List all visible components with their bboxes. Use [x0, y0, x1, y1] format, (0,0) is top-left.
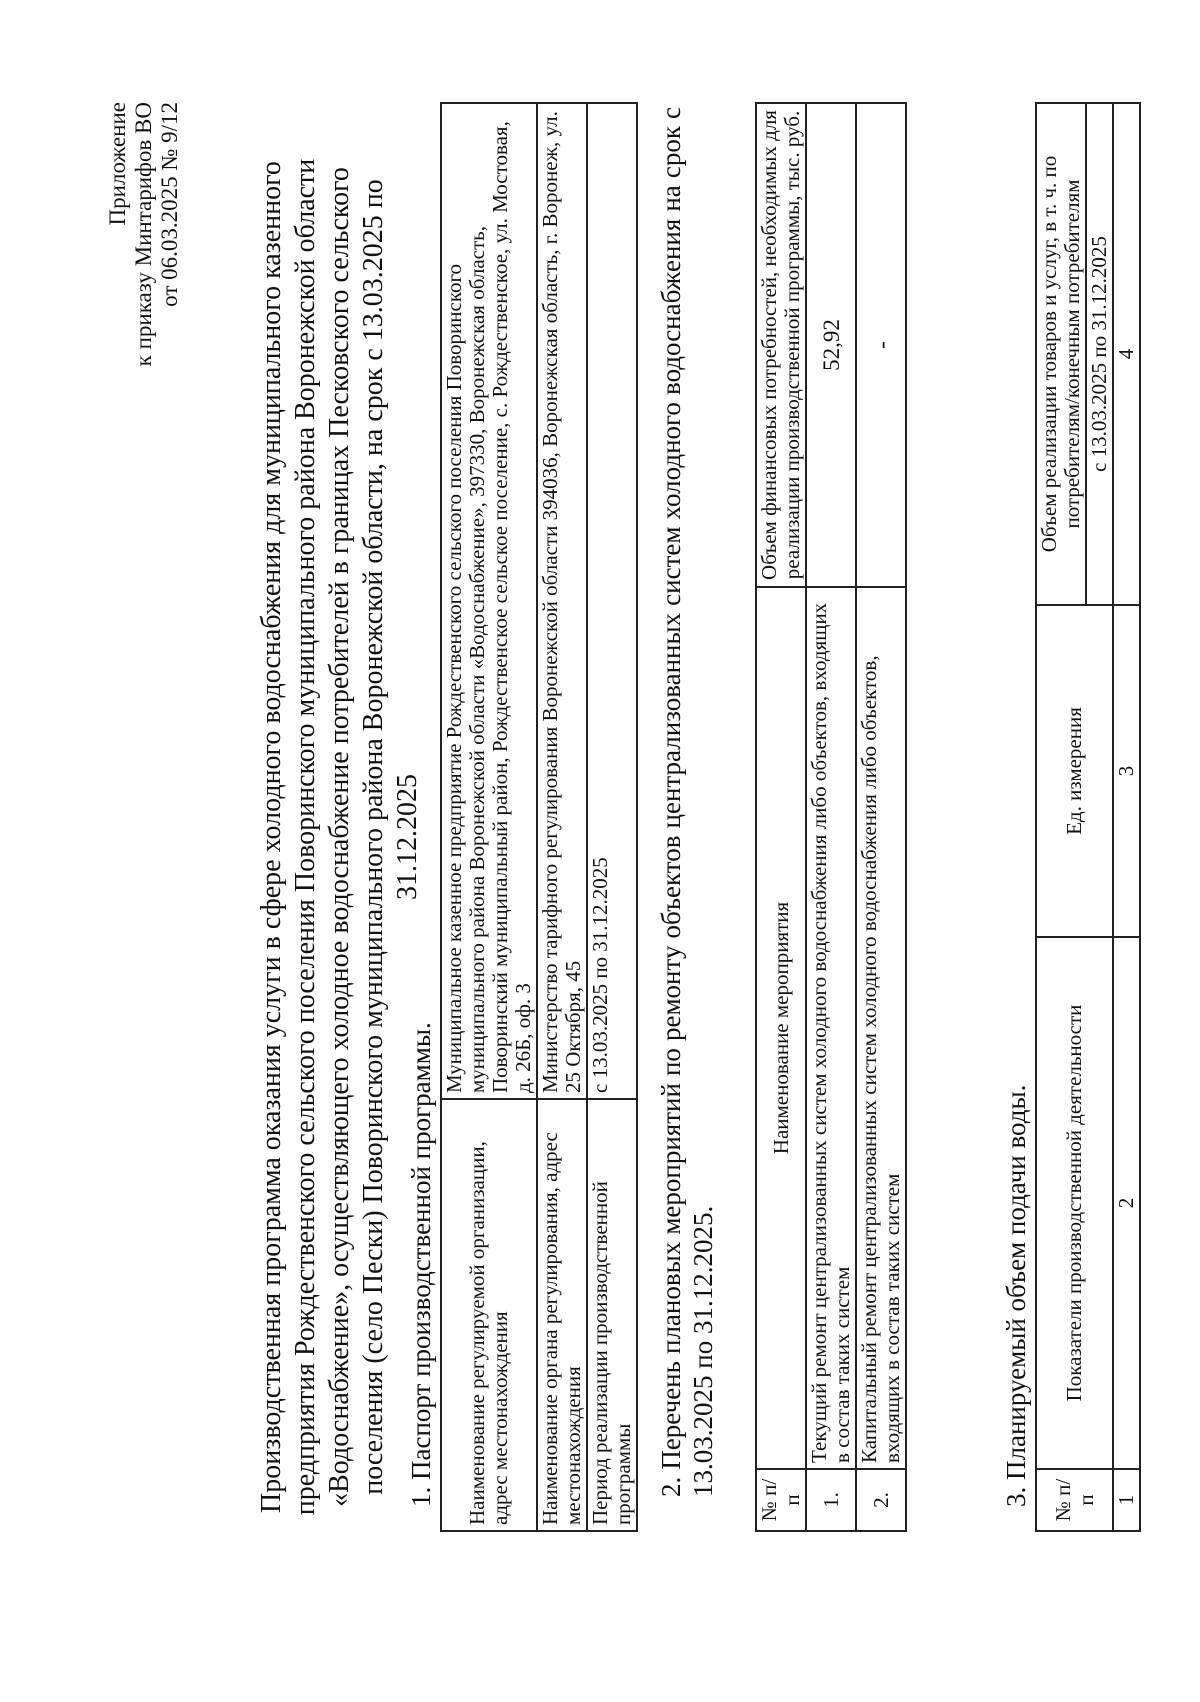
header-volume: Объем реализации товаров и услуг, в т. ч. по потребителям/конечным потребителям [1036, 103, 1086, 605]
passport-label: Наименование регулируемой организации, адрес местонахождения [441, 1099, 537, 1531]
header-num: № п/п [756, 1469, 806, 1531]
header-indicator: Показатели производственной деятельности [1036, 937, 1113, 1469]
document-title: Производственная программа оказания услуги в сфере холодного водоснабжения для муниципального казенного предприятия Рождественского сельского поселения Поворинского муниципального района Воронежской области «Водоснабжение», осуществляющего холодное водоснабжение потребителей в границах Песковского сельского поселения (село Пески) Поворинского муниципального района Воронежской области, на срок с 13.03.2025 по 31.12.2025 [256, 158, 423, 1516]
section2-heading: 2. Перечень плановых мероприятий по ремонту объектов централизованных систем холодного водоснабжения на срок с 13.03.2025 по 31.12.2025. [656, 107, 718, 1497]
header-name: Наименование мероприятия [756, 587, 806, 1469]
appendix-line-1: Приложение [105, 102, 130, 226]
table-header-row [756, 103, 806, 1531]
passport-label: Период реализации производственной программы [587, 1099, 637, 1531]
table-row [537, 103, 587, 1531]
row-name: Капитальный ремонт централизованных систем холодного водоснабжения либо объектов, входящих в состав таких систем [856, 587, 906, 1469]
passport-value: Муниципальное казенное предприятие Рождественского сельского поселения Поворинского муниципального района Воронежской области «Водоснабжение», 397330, Воронежская область, Поворинский муниципальный район, Рождественское сельское поселение, с. Рождественское, ул. Мостовая, д. 26Б, оф. 3 [441, 103, 537, 1099]
row-num: 2. [856, 1469, 906, 1531]
table-row [1113, 103, 1140, 1531]
table-row [806, 103, 856, 1531]
header-unit: Ед. измерения [1036, 605, 1113, 937]
header-period: с 13.03.2025 по 31.12.2025 [1086, 103, 1113, 605]
passport-table [440, 102, 638, 1532]
section3-heading: 3. Планируемый объем подачи воды. [1001, 1084, 1031, 1507]
row-num: 1. [806, 1469, 856, 1531]
table-row [587, 103, 637, 1531]
header-num: № п/п [1036, 1469, 1113, 1531]
table-row [441, 103, 537, 1531]
appendix-block [105, 102, 183, 452]
row-amount: 52,92 [806, 103, 856, 587]
table-row [856, 103, 906, 1531]
col-number: 1 [1113, 1469, 1140, 1531]
water-supply-table [1035, 102, 1141, 1532]
appendix-line-2: к приказу Минтарифов ВО [131, 102, 156, 367]
header-amount: Объем финансовых потребностей, необходимых для реализации производственной программы, тыс. руб. [756, 103, 806, 587]
col-number: 2 [1113, 937, 1140, 1469]
col-number: 4 [1113, 103, 1140, 605]
section1-heading: 1. Паспорт производственной программы. [406, 1022, 436, 1507]
passport-value: Министерство тарифного регулирования Воронежской области 394036, Воронежская область, г. Воронеж, ул. 25 Октября, 45 [537, 103, 587, 1099]
appendix-line-3: от 06.03.2025 № 9/12 [157, 102, 182, 307]
row-amount: - [856, 103, 906, 587]
row-name: Текущий ремонт централизованных систем холодного водоснабжения либо объектов, входящих в состав таких систем [806, 587, 856, 1469]
passport-value: с 13.03.2025 по 31.12.2025 [587, 103, 637, 1099]
table-header-row [1036, 103, 1086, 1531]
passport-label: Наименование органа регулирования, адрес местонахождения [537, 1099, 587, 1531]
col-number: 3 [1113, 605, 1140, 937]
repairs-table [755, 102, 907, 1532]
